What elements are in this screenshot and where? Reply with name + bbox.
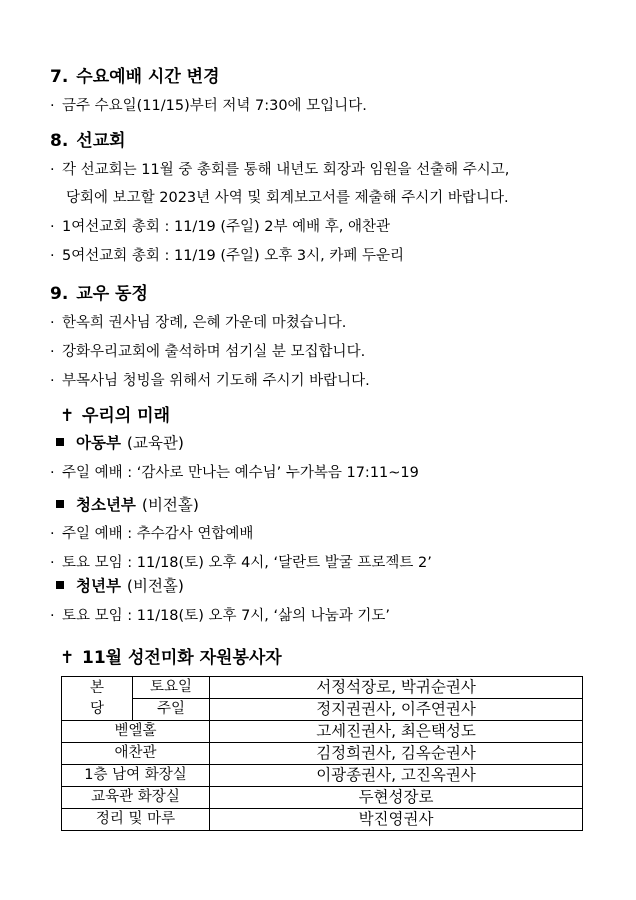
table-row <box>62 765 583 787</box>
dept-name: 청년부 <box>76 577 121 595</box>
section-9-item-text: 부목사님 청빙을 위해서 기도해 주시기 바랍니다. <box>62 373 370 389</box>
names-cell: 서정석장로, 박귀순권사 <box>210 677 583 699</box>
square-bullet-icon <box>56 500 64 508</box>
youth-item: · 토요 모임 : 11/18(토) 오후 4시, ‘달란트 발굴 프로젝트 2’ <box>50 555 432 571</box>
place-cell: 교육관 화장실 <box>62 787 210 809</box>
section-7-heading <box>50 62 220 87</box>
section-9-item: · 한옥희 권사님 장례, 은혜 가운데 마쳤습니다. <box>50 315 347 331</box>
section-8-item: · 각 선교회는 11월 중 총회를 통해 내년도 회장과 임원을 선출해 주시고, <box>50 162 510 178</box>
table-row <box>62 699 583 721</box>
table-row <box>62 743 583 765</box>
place-cell: 주일 <box>133 699 210 721</box>
youth-dept-heading <box>56 493 199 515</box>
names-cell: 김정희권사, 김옥순권사 <box>210 743 583 765</box>
square-bullet-icon <box>56 438 64 446</box>
children-dept-heading <box>56 431 184 453</box>
place-cell: 애찬관 <box>62 743 210 765</box>
section-8-title: 선교회 <box>76 131 126 151</box>
section-9-item: · 부목사님 청빙을 위해서 기도해 주시기 바랍니다. <box>50 373 370 389</box>
section-9-item-text: 한옥희 권사님 장례, 은혜 가운데 마쳤습니다. <box>62 315 347 331</box>
names-cell: 정지권권사, 이주연권사 <box>210 699 583 721</box>
section-8-item: · 1여선교회 총회 : 11/19 (주일) 2부 예배 후, 애찬관 <box>50 219 391 235</box>
section-8-item: · 5여선교회 총회 : 11/19 (주일) 오후 3시, 카페 두운리 <box>50 248 405 264</box>
main-hall-label-1: 본 <box>89 679 104 696</box>
cross-icon: ✝ <box>60 648 75 668</box>
dept-name: 아동부 <box>76 434 121 452</box>
section-8-item-text: 1여선교회 총회 : 11/19 (주일) 2부 예배 후, 애찬관 <box>62 219 391 235</box>
names-cell: 두현성장로 <box>210 787 583 809</box>
place-cell: 정리 및 마루 <box>62 809 210 831</box>
section-9-number: 9. <box>50 284 69 304</box>
dept-name: 청소년부 <box>76 496 136 514</box>
main-hall-label-2: 당 <box>89 700 104 717</box>
dept-location: (비전홀) <box>141 496 199 514</box>
youth-item-text: 주일 예배 : 추수감사 연합예배 <box>62 526 254 542</box>
section-9-title: 교우 동정 <box>76 284 148 304</box>
dept-location: (교육관) <box>126 434 184 452</box>
section-8-heading <box>50 126 126 151</box>
section-9-heading <box>50 279 148 304</box>
cross-icon: ✝ <box>60 406 75 426</box>
section-8-item-continuation: 당회에 보고할 2023년 사역 및 회계보고서를 제출해 주시기 바랍니다. <box>66 190 509 206</box>
volunteers-heading <box>60 643 282 668</box>
section-7-item: · 금주 수요일(11/15)부터 저녁 7:30에 모입니다. <box>50 98 367 114</box>
future-heading <box>60 401 170 426</box>
young-adults-dept-heading <box>56 574 184 596</box>
place-cell: 벧엘홀 <box>62 721 210 743</box>
youth-item: · 주일 예배 : 추수감사 연합예배 <box>50 526 254 542</box>
section-7-item-text: 금주 수요일(11/15)부터 저녁 7:30에 모입니다. <box>62 98 367 114</box>
volunteers-table <box>61 676 583 831</box>
children-item: · 주일 예배 : ‘감사로 만나는 예수님’ 누가복음 17:11~19 <box>50 465 419 481</box>
volunteers-title: 11월 성전미화 자원봉사자 <box>82 648 282 668</box>
names-cell: 박진영권사 <box>210 809 583 831</box>
names-cell: 이광종권사, 고진옥권사 <box>210 765 583 787</box>
table-row <box>62 721 583 743</box>
section-9-item-text: 강화우리교회에 출석하며 섬기실 분 모집합니다. <box>62 344 366 360</box>
section-8-item-text: 5여선교회 총회 : 11/19 (주일) 오후 3시, 카페 두운리 <box>62 248 405 264</box>
main-hall-cell <box>62 677 133 721</box>
place-cell: 1층 남여 화장실 <box>62 765 210 787</box>
square-bullet-icon <box>56 581 64 589</box>
place-cell: 토요일 <box>133 677 210 699</box>
table-row <box>62 809 583 831</box>
dept-location: (비전홀) <box>126 577 184 595</box>
section-9-item: · 강화우리교회에 출석하며 섬기실 분 모집합니다. <box>50 344 366 360</box>
future-title: 우리의 미래 <box>82 406 171 426</box>
section-8-item-text: 각 선교회는 11월 중 총회를 통해 내년도 회장과 임원을 선출해 주시고, <box>62 162 510 178</box>
section-8-number: 8. <box>50 131 69 151</box>
young-adults-item: · 토요 모임 : 11/18(토) 오후 7시, ‘삶의 나눔과 기도’ <box>50 608 391 624</box>
table-row <box>62 677 583 699</box>
table-row <box>62 787 583 809</box>
young-adults-item-text: 토요 모임 : 11/18(토) 오후 7시, ‘삶의 나눔과 기도’ <box>62 608 391 624</box>
children-item-text: 주일 예배 : ‘감사로 만나는 예수님’ 누가복음 17:11~19 <box>62 465 419 481</box>
section-7-number: 7. <box>50 67 69 87</box>
section-7-title: 수요예배 시간 변경 <box>76 67 220 87</box>
youth-item-text: 토요 모임 : 11/18(토) 오후 4시, ‘달란트 발굴 프로젝트 2’ <box>62 555 432 571</box>
names-cell: 고세진권사, 최은택성도 <box>210 721 583 743</box>
